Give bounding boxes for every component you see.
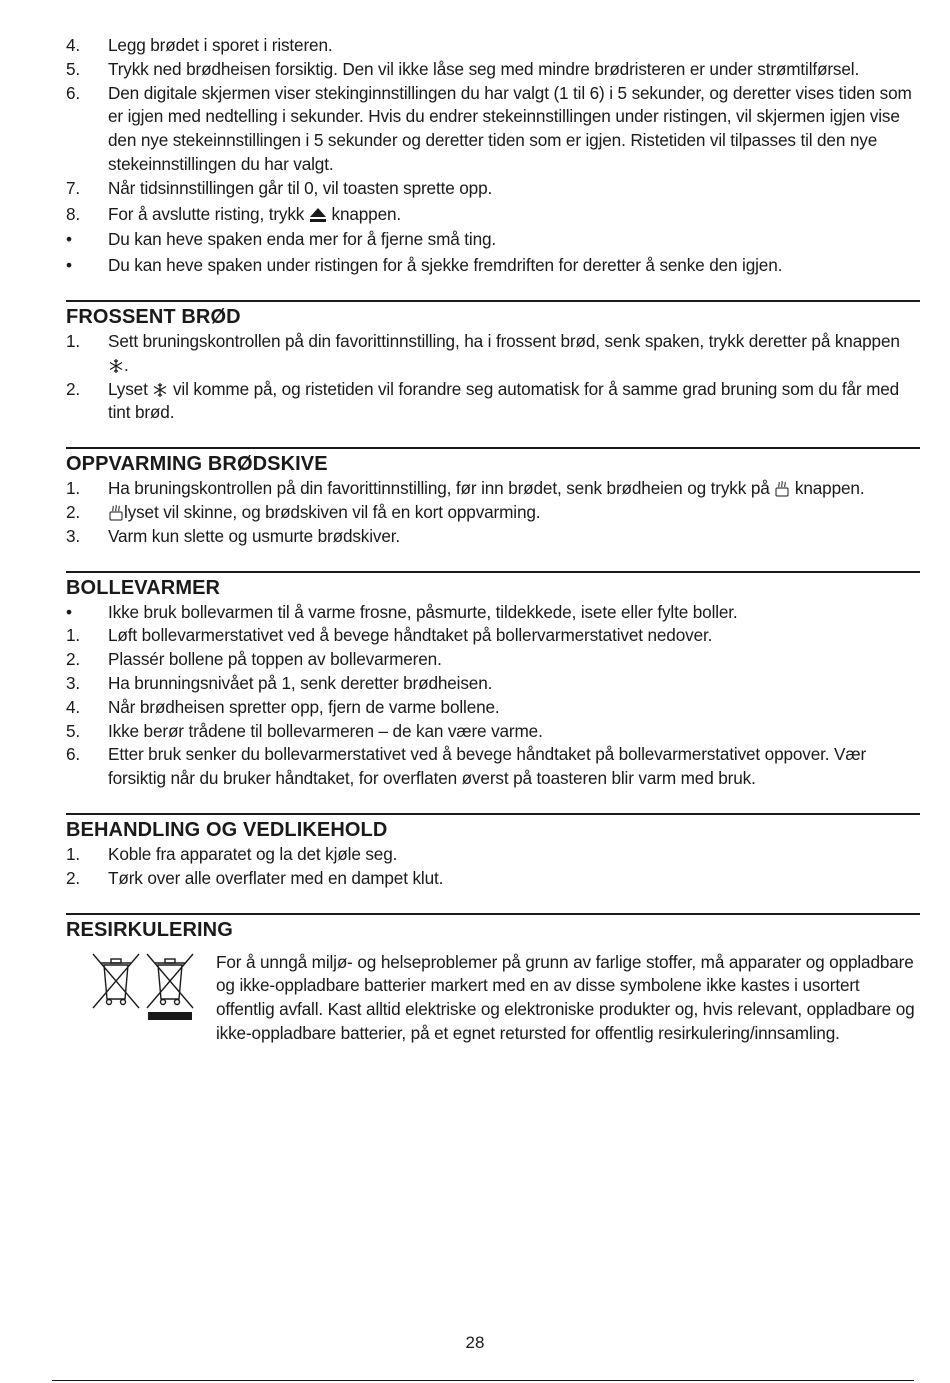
recycling-section: [66, 913, 920, 1046]
list-text: Koble fra apparatet og la det kjøle seg.: [108, 843, 398, 864]
list-marker: 1.: [66, 843, 81, 864]
list-item: [66, 843, 920, 867]
list-marker: 8.: [66, 203, 81, 224]
list-marker: 2.: [66, 867, 81, 888]
list-item: [66, 177, 920, 201]
list-text: Løft bollevarmerstativet ved å bevege håndtaket på bollervarmerstativet nedover.: [108, 625, 713, 646]
list-text: For å avslutte risting, trykk knappen.: [108, 203, 402, 224]
list-marker: 1.: [66, 478, 81, 499]
list-item: [66, 601, 920, 625]
list-marker: 2.: [66, 501, 81, 522]
list-item: [66, 648, 920, 672]
list-text: Trykk ned brødheisen forsiktig. Den vil ikke låse seg med mindre brødristeren er under strømtilførsel.: [108, 58, 860, 79]
list-marker: •: [66, 229, 72, 250]
list-marker: 3.: [66, 672, 81, 693]
list-marker: •: [66, 255, 72, 276]
section-heading: BOLLEVARMER: [66, 576, 221, 599]
recycling-text: For å unngå miljø- og helseproblemer på grunn av farlige stoffer, må apparater og oppladbare og ikke-oppladbare batterier markert med en av disse symbolene ikke kastes i usortert offentlig avfall. Kast alltid elektriske og elektroniske produkter og, hvis relevant, oppladbare og ikke-oppladbare batterier, på et egnet retursted for offentlig resirkulering/innsamling.: [216, 951, 915, 1043]
list-item: [66, 501, 920, 525]
list-marker: 1.: [66, 330, 81, 351]
list-item: [66, 720, 920, 744]
list-marker: 7.: [66, 177, 81, 198]
crossed-bin-with-bar-icon: [144, 951, 196, 1023]
list-text: Varm kun slette og usmurte brødskiver.: [108, 525, 401, 546]
recycling-body: [66, 951, 920, 1046]
snowflake-icon: [152, 382, 168, 398]
section-heading: RESIRKULERING: [66, 918, 233, 941]
list-item: [66, 624, 920, 648]
list-text: Tørk over alle overflater med en dampet klut.: [108, 867, 444, 888]
snowflake-icon: [108, 358, 124, 374]
list-text: Ha bruningskontrollen på din favorittinnstilling, før inn brødet, senk brødheien og trykk på knappen.: [108, 478, 865, 499]
list-item: [66, 203, 920, 227]
list-item: [66, 743, 920, 791]
manual-page: [66, 34, 920, 1046]
list-marker: 5.: [66, 720, 81, 741]
section-heading: BEHANDLING OG VEDLIKEHOLD: [66, 818, 388, 841]
section-heading: FROSSENT BRØD: [66, 305, 241, 328]
list-item: [66, 58, 920, 82]
list-item: [66, 82, 920, 177]
list-item: [66, 867, 920, 891]
reheat-icon: [108, 503, 124, 521]
list-text: Etter bruk senker du bollevarmerstativet ved å bevege håndtaket på bollevarmerstativet oppover. Vær forsiktig når du bruker håndtaket, for overflaten øverst på toasteren blir varm med bruk.: [108, 744, 867, 789]
list-text: Den digitale skjermen viser stekinginnstillingen du har valgt (1 til 6) i 5 sekunder, og deretter vises tiden som er igjen med nedtelling i sekunder. Hvis du endrer stekeinnstillingen under ristingen, vil skjermen igjen vise den nye stekeinnstillingen i 5 sekunder og deretter tiden som er igjen. Ristetiden vil tilpasses til den nye stekeinnstillingen du har valgt.: [108, 82, 912, 174]
care-section: [66, 813, 920, 891]
list-item: [66, 34, 920, 58]
list-item: [66, 254, 920, 278]
page-number: 28: [465, 1333, 485, 1352]
intro-list: [66, 34, 920, 278]
list-marker: 1.: [66, 625, 81, 646]
list-text: Ikke berør trådene til bollevarmeren – de kan være varme.: [108, 720, 543, 741]
list-marker: 2.: [66, 649, 81, 670]
bun-warmer-section: [66, 571, 920, 791]
list-marker: 3.: [66, 525, 81, 546]
list-text: Sett bruningskontrollen på din favorittinnstilling, ha i frossent brød, senk spaken, trykk deretter på knappen .: [108, 330, 900, 375]
weee-symbols: [66, 951, 216, 1031]
reheat-icon: [774, 479, 790, 497]
list-marker: 6.: [66, 82, 81, 103]
list-item: [66, 228, 920, 252]
reheat-section: [66, 447, 920, 548]
list-marker: 4.: [66, 35, 81, 55]
frozen-section: [66, 300, 920, 425]
list-item: [66, 330, 920, 378]
list-item: [66, 378, 920, 426]
list-item: [66, 477, 920, 501]
list-marker: 2.: [66, 378, 81, 399]
list-marker: 6.: [66, 744, 81, 765]
crossed-bin-icon: [90, 951, 142, 1011]
footer-divider: [52, 1380, 914, 1381]
list-item: [66, 696, 920, 720]
list-text: Ikke bruk bollevarmen til å varme frosne, påsmurte, tildekkede, isete eller fylte boller.: [108, 601, 738, 622]
list-text: lyset vil skinne, og brødskiven vil få en kort oppvarming.: [108, 501, 920, 525]
eject-icon: [309, 207, 327, 223]
list-marker: 5.: [66, 58, 81, 79]
list-text: Du kan heve spaken enda mer for å fjerne små ting.: [108, 229, 497, 250]
list-item: [66, 525, 920, 549]
list-marker: 4.: [66, 696, 81, 717]
list-text: Plassér bollene på toppen av bollevarmeren.: [108, 649, 442, 670]
section-heading: OPPVARMING BRØDSKIVE: [66, 453, 328, 476]
list-text: Legg brødet i sporet i risteren.: [108, 35, 333, 55]
list-text: Ha brunningsnivået på 1, senk deretter brødheisen.: [108, 672, 493, 693]
list-text: Lyset vil komme på, og ristetiden vil forandre seg automatisk for å samme grad bruning som du får med tint brød.: [108, 378, 900, 423]
list-marker: •: [66, 601, 72, 622]
list-text: Når brødheisen spretter opp, fjern de varme bollene.: [108, 696, 500, 717]
list-item: [66, 672, 920, 696]
list-text: Når tidsinnstillingen går til 0, vil toasten sprette opp.: [108, 177, 493, 198]
list-text: Du kan heve spaken under ristingen for å sjekke fremdriften for deretter å senke den igjen.: [108, 255, 783, 276]
